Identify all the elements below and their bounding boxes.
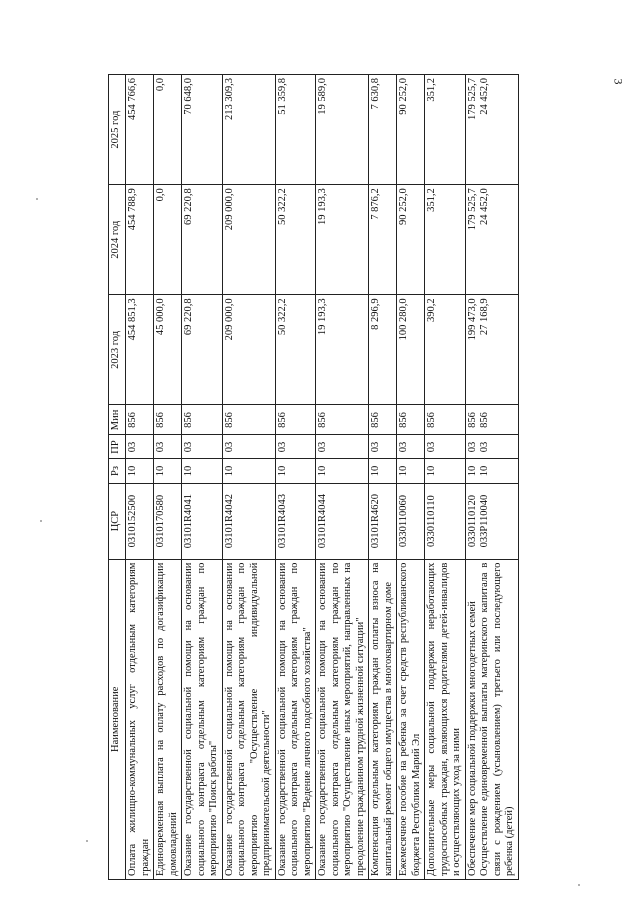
row-rz-b: 10 [479, 465, 490, 477]
row-pr-b: 03 [479, 441, 490, 453]
row-name: Оказание государственной социальной помощи на основании социального контракта отдельным категориям граждан по мероприятию "Поиск работы" [182, 559, 223, 879]
row-2024: 7 876,2 [369, 185, 397, 295]
page-number: 3 [611, 78, 626, 85]
header-pr: ПР [109, 435, 126, 459]
table-row [222, 75, 275, 880]
row-min: 856 [275, 405, 316, 435]
row-2025: 454 766,6 [126, 75, 154, 185]
row-min: 856 [182, 405, 223, 435]
row-csr-b: 033P110040 [479, 494, 490, 548]
row-2024: 50 322,2 [275, 185, 316, 295]
row-2023: 100 280,0 [397, 295, 425, 405]
row-pr [465, 435, 518, 459]
scan-speck [40, 520, 42, 522]
row-name: Оказание государственной социальной помощи на основании социального контракта отдельным категориям граждан по мероприятию "Осуществление индивидуальной предпринимательской деятельности" [222, 559, 275, 879]
row-2024: 19 193,3 [316, 185, 369, 295]
row-2024-b: 24 452,0 [479, 188, 490, 225]
header-csr: ЦСР [109, 483, 126, 559]
row-min: 856 [369, 405, 397, 435]
row-pr: 03 [275, 435, 316, 459]
row-rz: 10 [316, 459, 369, 483]
row-rz-a: 10 [466, 465, 478, 477]
row-rz: 10 [182, 459, 223, 483]
row-rz [465, 459, 518, 483]
row-pr: 03 [316, 435, 369, 459]
row-2023: 50 322,2 [275, 295, 316, 405]
row-name: Дополнительные меры социальной поддержки неработающих трудоспособных граждан, являющихся родителями детей-инвалидов и осуществляющих уход за ними [425, 559, 466, 879]
row-2023: 69 220,8 [182, 295, 223, 405]
row-pr: 03 [369, 435, 397, 459]
row-csr: 03101R4042 [222, 483, 275, 559]
row-rz: 10 [126, 459, 154, 483]
budget-table [108, 74, 519, 880]
table-row [154, 75, 182, 880]
row-pr: 03 [397, 435, 425, 459]
row-min: 856 [154, 405, 182, 435]
header-rz: Рз [109, 459, 126, 483]
row-csr: 0310152500 [126, 483, 154, 559]
row-2024 [465, 185, 518, 295]
row-csr [465, 483, 518, 559]
row-min-b: 856 [479, 412, 490, 428]
header-2024: 2024 год [109, 185, 126, 295]
row-name-a: Обеспечение мер социальной поддержки многодетных семей [466, 601, 478, 876]
table-header-row [109, 75, 126, 880]
header-min: Мин [109, 405, 126, 435]
row-rz: 10 [222, 459, 275, 483]
row-2023 [465, 295, 518, 405]
row-2023-b: 27 168,9 [479, 298, 490, 336]
row-2025: 213 309,3 [222, 75, 275, 185]
header-2025: 2025 год [109, 75, 126, 185]
row-rz: 10 [397, 459, 425, 483]
scan-speck [86, 840, 88, 842]
row-name-b: Осуществление единовременной выплаты материнского капитала в связи с рождением (усыновлением) третьего или последующего ребенка (детей) [479, 562, 515, 876]
row-min [465, 405, 518, 435]
table-row [465, 75, 518, 880]
row-pr: 03 [182, 435, 223, 459]
rotated-table-container [108, 74, 536, 880]
scan-speck [578, 884, 580, 886]
row-2023: 45 000,0 [154, 295, 182, 405]
row-min: 856 [126, 405, 154, 435]
row-csr: 0330110060 [397, 483, 425, 559]
row-min-a: 856 [466, 412, 478, 428]
row-csr: 03101R4044 [316, 483, 369, 559]
row-rz: 10 [275, 459, 316, 483]
table-row [316, 75, 369, 880]
scan-speck [36, 198, 38, 200]
table-row [397, 75, 425, 880]
row-csr: 03101R4043 [275, 483, 316, 559]
row-csr-a: 0330110120 [466, 495, 478, 548]
row-min: 856 [316, 405, 369, 435]
table-row [425, 75, 466, 880]
row-2025: 70 648,0 [182, 75, 223, 185]
row-2023: 209 000,0 [222, 295, 275, 405]
row-2024: 209 000,0 [222, 185, 275, 295]
row-csr: 0330110110 [425, 483, 466, 559]
row-rz: 10 [425, 459, 466, 483]
row-2025-b: 24 452,0 [479, 78, 490, 115]
row-csr: 03101R4041 [182, 483, 223, 559]
row-name: Компенсация отдельным категориям граждан оплаты взноса на капитальный ремонт общего имущества в многоквартирном доме [369, 559, 397, 879]
row-2024: 90 252,0 [397, 185, 425, 295]
table-row [369, 75, 397, 880]
row-2025: 0,0 [154, 75, 182, 185]
row-pr: 03 [425, 435, 466, 459]
row-2023: 454 851,3 [126, 295, 154, 405]
table-row [126, 75, 154, 880]
row-pr: 03 [222, 435, 275, 459]
row-2024: 454 788,9 [126, 185, 154, 295]
row-name: Оказание государственной социальной помощи на основании социального контракта отдельным категориям граждан по мероприятию "Ведение личного подсобного хозяйства" [275, 559, 316, 879]
row-name [465, 559, 518, 879]
row-pr: 03 [154, 435, 182, 459]
row-2025: 351,2 [425, 75, 466, 185]
row-2023: 19 193,3 [316, 295, 369, 405]
row-csr: 0310170580 [154, 483, 182, 559]
row-min: 856 [222, 405, 275, 435]
row-2025 [465, 75, 518, 185]
row-2024: 0,0 [154, 185, 182, 295]
row-2023: 8 296,9 [369, 295, 397, 405]
row-name: Единовременная выплата на оплату расходов по догазификации домовладений [154, 559, 182, 879]
row-2024: 351,2 [425, 185, 466, 295]
row-name: Оплата жилищно-коммунальных услуг отдельным категориям граждан [126, 559, 154, 879]
row-2024-a: 179 525,7 [466, 188, 478, 231]
row-2025-a: 179 525,7 [466, 78, 478, 120]
row-min: 856 [397, 405, 425, 435]
row-name: Оказание государственной социальной помощи на основании социального контракта отдельным категориям граждан по мероприятию "Осуществление иных мероприятий, направленных на преодоление гражданином трудной жизненной ситуации" [316, 559, 369, 879]
row-min: 856 [425, 405, 466, 435]
row-rz: 10 [369, 459, 397, 483]
row-2025: 7 630,8 [369, 75, 397, 185]
table-row [182, 75, 223, 880]
row-2024: 69 220,8 [182, 185, 223, 295]
row-pr: 03 [126, 435, 154, 459]
row-2025: 51 359,8 [275, 75, 316, 185]
table-row [275, 75, 316, 880]
row-name: Ежемесячное пособие на ребенка за счет средств республиканского бюджета Республики Марий Эл [397, 559, 425, 879]
row-2023: 390,2 [425, 295, 466, 405]
row-rz: 10 [154, 459, 182, 483]
row-2025: 19 589,0 [316, 75, 369, 185]
row-2023-a: 199 473,0 [466, 298, 478, 341]
row-pr-a: 03 [466, 441, 478, 453]
header-2023: 2023 год [109, 295, 126, 405]
row-csr: 03101R4620 [369, 483, 397, 559]
header-name: Наименование [109, 559, 126, 879]
row-2025: 90 252,0 [397, 75, 425, 185]
